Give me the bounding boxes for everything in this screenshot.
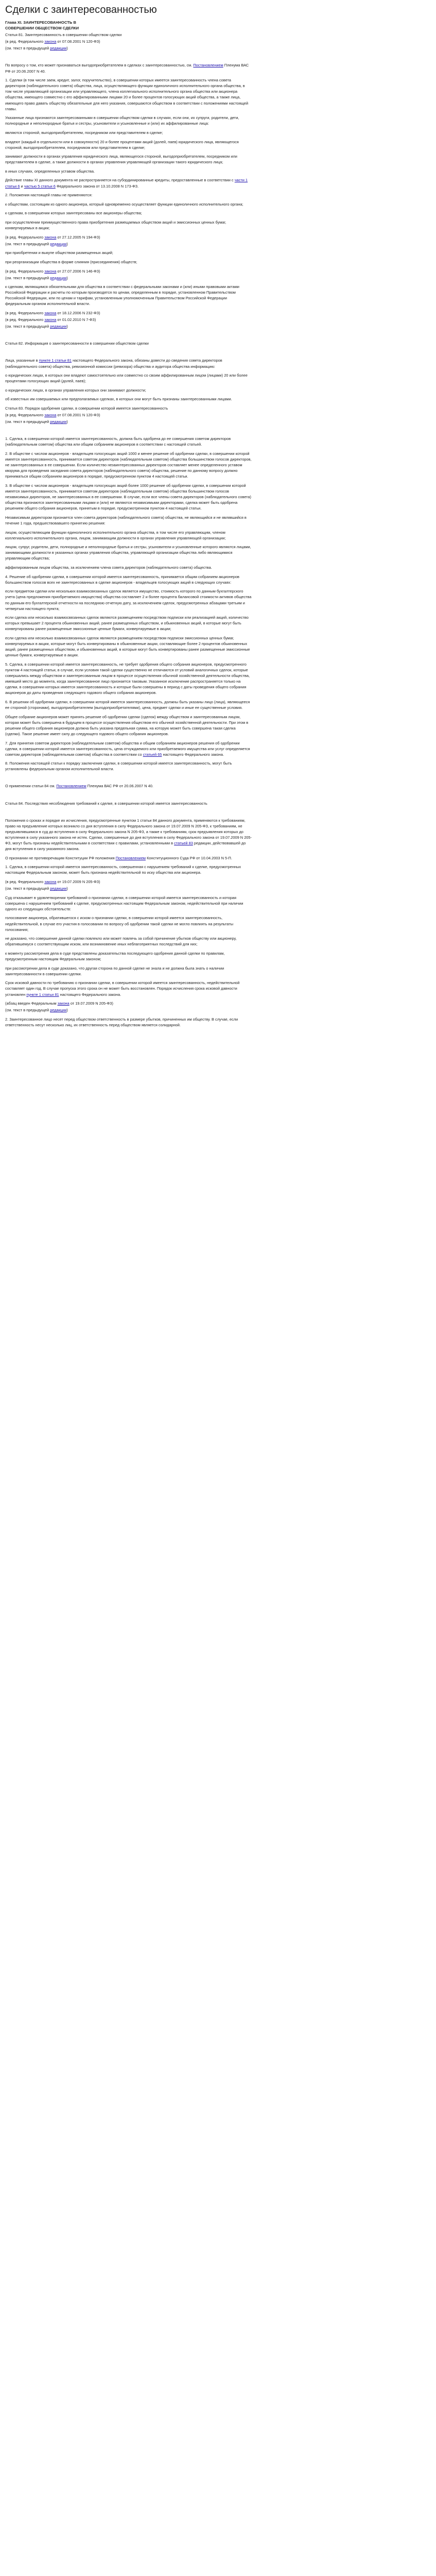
paragraph: 8. Положения настоящей статьи к порядку заключения сделки, в совершении которой имеется заинтересованность, могут быть установлены федеральным органом исполнительной власти.: [5, 761, 232, 772]
previous-edition-note: (см. текст в предыдущей редакции): [5, 324, 68, 329]
paragraph: при рассмотрении дела в суде доказано, что другая сторона по данной сделке не знала и не должна была знать о наличии заинтересованности в совершении сделки.: [5, 965, 224, 976]
paragraph: при осуществлении преимущественного права приобретения размещаемых обществом акций и эмиссионных ценных бумаг, конвертируемых в акции;: [5, 219, 226, 231]
previous-edition-note: (см. текст в предыдущей редакции): [5, 419, 68, 425]
paragraph: занимают должности в органах управления юридического лица, являющегося стороной, выгодоприобретателем, посредником или представителем в сделке, а также должности в органах управления управляющей организации такого юридического лица;: [5, 154, 237, 165]
paragraph: 5. Сделка, в совершении которой имеется заинтересованность, не требует одобрения общего собрания акционеров, предусмотренного пунктом 4 настоящей статьи, в случае, если условия такой сделки существенно не отличаются от условий аналогичных сделок, которые совершались между обществом и заинтересованным лицом в процессе осуществления обычной хозяйственной деятельности общества, имевшей место до момента, когда заинтересованное лицо признается таковым. Указанное исключение распространяется только на сделки, в совершении которых имеется заинтересованность и которые были совершены в период с даты проведения общего собрания акционеров до даты проведения следующего годового общего собрания акционеров.: [5, 662, 250, 696]
paragraph: о юридических лицах, в которых они владеют самостоятельно или совместно со своим аффилированным лицом (лицами) 20 или более процентами голосующих акций (долей, паев);: [5, 373, 248, 384]
article-77-link[interactable]: статьей 65: [143, 752, 162, 757]
paragraph: Независимым директором признается член совета директоров (наблюдательного совета) общества, не являющийся и не являвшийся в течение 1 года, предшествовавшего принятию решения:: [5, 515, 247, 526]
article-84-link[interactable]: статьей 83: [174, 841, 193, 846]
article-83-title: Статья 83. Порядок одобрения сделки, в совершении которой имеется заинтересованность: [5, 406, 168, 411]
paragraph: при реорганизации общества в форме слияния (присоединения) обществ;: [5, 259, 137, 264]
previous-edition-note: (см. текст в предыдущей редакции): [5, 241, 68, 246]
article-82-title: Статья 82. Информация о заинтересованности в совершении обществом сделки: [5, 341, 149, 346]
paragraph: 1. Сделка, в совершении которой имеется заинтересованность, должна быть одобрена до ее совершения советом директоров (наблюдательным советом) общества или общим собранием акционеров в соответствии с настоящей статьей.: [5, 436, 231, 447]
edition-link[interactable]: редакции: [50, 46, 67, 51]
resolution-link[interactable]: Постановлением: [193, 63, 223, 68]
paragraph: Срок исковой давности по требованию о признании сделки, в совершении которой имеется заинтересованность, недействительной составляет один год. В случае пропуска этого срока он не может быть восстановлен. Порядок исчисления срока исковой давности установлен пункте 1 статьи 81 настоящего Федерального закона.: [5, 980, 240, 997]
edition-link[interactable]: редакции: [50, 886, 67, 891]
law-link[interactable]: закона: [44, 39, 57, 44]
paragraph: 3. В обществе с числом акционеров - владельцев голосующих акций более 1000 решение об одобрении сделки, в совершении которой имеется заинтересованность, принимается советом директоров (наблюдательным советом) общества большинством голосов независимых директоров, не заинтересованных в ее совершении. В случае, если все члены совета директоров (наблюдательного совета) общества признаются заинтересованными лицами и (или) не являются независимыми директорами, сделка может быть одобрена решением общего собрания акционеров, принятым в порядке, предусмотренном пунктом 4 настоящей статьи.: [5, 483, 251, 511]
previous-edition-note: (см. текст в предыдущей редакции): [5, 886, 68, 891]
amendment-note: (в ред. Федерального закона от 19.07.2009 N 205-ФЗ): [5, 879, 100, 884]
edition-link[interactable]: редакции: [50, 324, 67, 329]
constitution-resolution-link[interactable]: Постановлением: [115, 855, 146, 860]
paragraph: к обществам, состоящим из одного акционера, который одновременно осуществляет функции единоличного исполнительного органа;: [5, 201, 243, 207]
law-link[interactable]: закона: [44, 268, 57, 274]
law-link[interactable]: закона: [44, 317, 57, 323]
amendment-note: (абзац введен Федеральным закона от 19.07.2009 N 205-ФЗ): [5, 1001, 113, 1006]
paragraph: 2. Заинтересованное лицо несет перед обществом ответственность в размере убытков, причиненных им обществу. В случае, если ответственность несут несколько лиц, их ответственность перед обществом является солидарной.: [5, 1016, 238, 1027]
law-link[interactable]: закона: [57, 1001, 69, 1006]
amendment-note: (в ред. Федерального закона от 18.12.2006 N 232-ФЗ): [5, 311, 100, 316]
resolution-link[interactable]: Постановлением: [56, 784, 86, 789]
chapter-title: Глава XI. ЗАИНТЕРЕСОВАННОСТЬ В СОВЕРШЕНИИ ОБЩЕСТВОМ СДЕЛКИ: [5, 20, 79, 31]
paragraph: если сделка или несколько взаимосвязанных сделок являются размещением посредством подписки эмиссионных ценных бумаг, конвертируемых в акции, которые могут быть конвертированы в обыкновенные акции, составляющие более 2 процентов обыкновенных акций, ранее размещенных обществом, и обыкновенных акций, в которые могут быть конвертированы ранее размещенные эмиссионные ценные бумаги, конвертируемые в акции.: [5, 636, 250, 658]
paragraph: 6. В решении об одобрении сделки, в совершении которой имеется заинтересованность, должны быть указаны лицо (лица), являющееся ее стороной (сторонами), выгодоприобретателем (выгодоприобретателями), цена, предмет сделки и иные ее существенные условия.: [5, 699, 250, 710]
amendment-note: (в ред. Федерального закона от 27.12.2005 N 194-ФЗ): [5, 234, 100, 240]
paragraph: голосование акционера, обратившегося с иском о признании сделки, в совершении которой имеется заинтересованность, недействительной, в случае его участия в голосовании по вопросу об одобрении такой сделки не могло повлиять на результаты голосования;: [5, 916, 234, 932]
point-1-81-link[interactable]: пункте 1 статьи 81: [26, 992, 59, 997]
paragraph: к сделкам, в совершении которых заинтересованы все акционеры общества;: [5, 211, 142, 216]
edition-link[interactable]: редакции: [50, 419, 67, 425]
paragraph: к сделкам, являющимся обязательными для общества в соответствии с федеральными законами и (или) иными правовыми актами Российской Федерации и расчеты по которым производятся по ценам, определенным в порядке, установленном Правительством Российской Федерации, или по ценам и тарифам, установленным уполномоченным Правительством Российской Федерации федеральным органом исполнительной власти.: [5, 284, 239, 307]
paragraph: 2. В обществе с числом акционеров - владельцев голосующих акций 1000 и менее решение об одобрении сделки, в совершении которой имеется заинтересованность, принимается советом директоров (наблюдательным советом) общества большинством голосов директоров, не заинтересованных в ее совершении. Если количество незаинтересованных директоров составляет менее определенного уставом кворума для проведения заседания совета директоров (наблюдательного совета) общества, решение по данному вопросу должно приниматься общим собранием акционеров в порядке, предусмотренном пунктом 4 настоящей статьи.: [5, 451, 252, 479]
law-link[interactable]: закона: [44, 234, 57, 240]
paragraph: если предметом сделки или нескольких взаимосвязанных сделок является имущество, стоимость которого по данным бухгалтерского учета (цена предложения приобретаемого имущества) общества составляет 2 и более процента балансовой стоимости активов общества по данным его бухгалтерской отчетности на последнюю отчетную дату, за исключением сделок, предусмотренных абзацами третьим и четвертым настоящего пункта;: [5, 589, 252, 611]
paragraph: при приобретении и выкупе обществом размещенных акций;: [5, 250, 113, 256]
edition-link[interactable]: редакции: [50, 241, 67, 246]
paragraph: лицом, супруг, родители, дети, полнородные и неполнородные братья и сестры, усыновители и усыновленные которого являются лицами, занимающими должности в указанных органах управления общества, управляющей организации общества либо являющимися управляющим общества;: [5, 545, 251, 561]
paragraph: 1. Сделка, в совершении которой имеется заинтересованность, совершенная с нарушением требований к сделке, предусмотренных настоящим Федеральным законом, может быть признана недействительной по иску общества или акционера.: [5, 865, 241, 875]
previous-edition-note: (см. текст в предыдущей редакции): [5, 275, 68, 280]
paragraph: об известных им совершаемых или предполагаемых сделках, в которых они могут быть признаны заинтересованными лицами.: [5, 397, 232, 402]
law-link[interactable]: закона: [44, 311, 57, 316]
paragraph: не доказано, что совершение данной сделки повлекло или может повлечь за собой причинение убытков обществу или акционеру, обратившемуся с соответствующим иском, или возникновение иных неблагоприятных последствий для них;: [5, 936, 237, 947]
paragraph: 4. Решение об одобрении сделки, в совершении которой имеется заинтересованность, принимается общим собранием акционеров большинством голосов всех не заинтересованных в сделке акционеров - владельцев голосующих акций в следующих случаях:: [5, 574, 239, 585]
paragraph: О применении статьи 84 см. Постановлением Пленума ВАС РФ от 20.06.2007 N 40.: [5, 784, 153, 789]
paragraph: Действие главы XI данного документа не распространяется на субординированные кредиты, предоставленные в соответствии с части 1 статьи 6 и частью 5 статьи 6 Федерального закона от 13.10.2008 N 173-ФЗ.: [5, 178, 248, 189]
edition-link[interactable]: редакции: [50, 275, 67, 280]
paragraph: 1. Сделки (в том числе заем, кредит, залог, поручительство), в совершении которых имеется заинтересованность члена совета директоров (наблюдательного совета) общества, лица, осуществляющего функции единоличного исполнительного органа общества, в том числе управляющей организации или управляющего, члена коллегиального исполнительного органа общества или акционера общества, имеющего совместно с его аффилированными лицами 20 и более процентов голосующих акций общества, а также лица, имеющего право давать обществу обязательные для него указания, совершаются обществом в соответствии с положениями настоящей главы.: [5, 78, 249, 111]
paragraph: Указанные лица признаются заинтересованными в совершении обществом сделки в случаях, если они, их супруги, родители, дети, полнородные и неполнородные братья и сестры, усыновители и усыновленные и (или) их аффилированные лица:: [5, 115, 239, 126]
amendment-note: (в ред. Федерального закона от 07.08.2001 N 120-ФЗ): [5, 39, 100, 44]
article-81-link[interactable]: пункте 1 статьи 81: [39, 358, 72, 363]
paragraph: 2. Положения настоящей главы не применяются:: [5, 193, 93, 198]
law-link[interactable]: закона: [44, 879, 57, 884]
previous-edition-note: (см. текст в предыдущей редакции): [5, 46, 68, 51]
part-5-link[interactable]: частью 5 статьи 6: [24, 183, 56, 189]
paragraph: По вопросу о том, кто может признаваться выгодоприобретателем в сделках с заинтересованностью, см. Постановлением Пленума ВАС РФ от 20.06.2007 N 40.: [5, 63, 249, 74]
paragraph: Общее собрание акционеров может принять решение об одобрении сделки (сделок) между обществом и заинтересованным лицом, которая может быть совершена в будущем в процессе осуществления обществом его обычной хозяйственной деятельности. При этом в решении общего собрания акционеров должна быть указана предельная сумма, на которую может быть совершена такая сделка (сделки). Такое решение имеет силу до следующего годового общего собрания акционеров.: [5, 714, 249, 736]
law-link[interactable]: закона: [44, 413, 57, 418]
previous-edition-note: (см. текст в предыдущей редакции): [5, 1008, 68, 1013]
amendment-note: (в ред. Федерального закона от 07.08.2001 N 120-ФЗ): [5, 413, 100, 418]
edition-link[interactable]: редакции: [50, 1008, 67, 1013]
paragraph: 7. Для принятия советом директоров (наблюдательным советом) общества и общим собранием акционеров решения об одобрении сделки, в совершении которой имеется заинтересованность, цена отчуждаемого или приобретаемого имущества или услуг определяется советом директоров (наблюдательным советом) общества в соответствии со статьей 65 настоящего Федерального закона.: [5, 740, 250, 757]
paragraph: аффилированным лицом общества, за исключением члена совета директоров (наблюдательного совета) общества.: [5, 565, 212, 570]
paragraph: Суд отказывает в удовлетворении требований о признании сделки, в совершении которой имеется заинтересованность и которая совершена с нарушением требований к сделке, предусмотренных настоящим Федеральным законом, недействительной при наличии одного из следующих обстоятельств:: [5, 895, 243, 911]
amendment-note: (в ред. Федерального закона от 27.07.2006 N 146-ФЗ): [5, 268, 100, 274]
paragraph: о юридических лицах, в органах управления которых они занимают должности;: [5, 387, 146, 393]
amendment-note: (в ред. Федерального закона от 01.02.2010 N 7-ФЗ): [5, 317, 96, 323]
paragraph: в иных случаях, определенных уставом общества.: [5, 168, 95, 174]
article-81-title: Статья 81. Заинтересованность в совершении обществом сделки: [5, 32, 122, 38]
paragraph: Положения о сроках и порядке их исчисления, предусмотренные пунктом 1 статьи 84 данного документа, применяются к требованиям, право на предъявление которых возникло со дня вступления в силу Федерального закона от 19.07.2009 N 205-ФЗ, к требованиям, не предъявлявшимся в суд до вступления в силу Федерального закона N 205-ФЗ, а также к требованиям, срок предъявления которых до вступления в силу указанного закона не истек. Сделки, совершенные до дня вступления в силу Федерального закона от 19.07.2009 N 205-ФЗ, могут быть признаны недействительными в соответствии с правилами, установленными в статьей 83 редакции, действовавшей до дня вступления в силу указанного закона.: [5, 818, 252, 852]
paragraph: к моменту рассмотрения дела в суде представлены доказательства последующего одобрения данной сделки по правилам, предусмотренным настоящим Федеральным законом;: [5, 951, 225, 962]
paragraph: О признании не противоречащим Конституции РФ положения Постановлением Конституционного Суда РФ от 10.04.2003 N 5-П.: [5, 855, 232, 860]
paragraph: владеют (каждый в отдельности или в совокупности) 20 и более процентами акций (долей, паев) юридического лица, являющегося стороной, выгодоприобретателем, посредником или представителем в сделке;: [5, 139, 239, 150]
paragraph: Лица, указанные в пункте 1 статьи 81 настоящего Федерального закона, обязаны довести до сведения совета директоров (наблюдательного совета) общества, ревизионной комиссии (ревизора) общества и аудитора общества информацию:: [5, 358, 222, 369]
paragraph: если сделка или несколько взаимосвязанных сделок являются размещением посредством подписки или реализацией акций, количество которых превышает 2 процента обыкновенных акций, ранее размещенных обществом, и обыкновенных акций, в которые могут быть конвертированы ранее размещенные эмиссионные ценные бумаги, конвертируемые в акции;: [5, 615, 249, 632]
page-title: Сделки с заинтересованностью: [5, 4, 157, 15]
paragraph: являются стороной, выгодоприобретателем, посредником или представителем в сделке;: [5, 130, 163, 135]
part-1-link[interactable]: части 1 статьи 6: [5, 178, 248, 189]
article-84-title: Статья 84. Последствия несоблюдения требований к сделке, в совершении которой имеется заинтересованность: [5, 801, 207, 806]
paragraph: лицом, осуществляющим функции единоличного исполнительного органа общества, в том числе его управляющим, членом коллегиального исполнительного органа, лицом, занимающим должности в органах управления управляющей организации;: [5, 530, 226, 540]
document-page: [0, 0, 436, 1035]
